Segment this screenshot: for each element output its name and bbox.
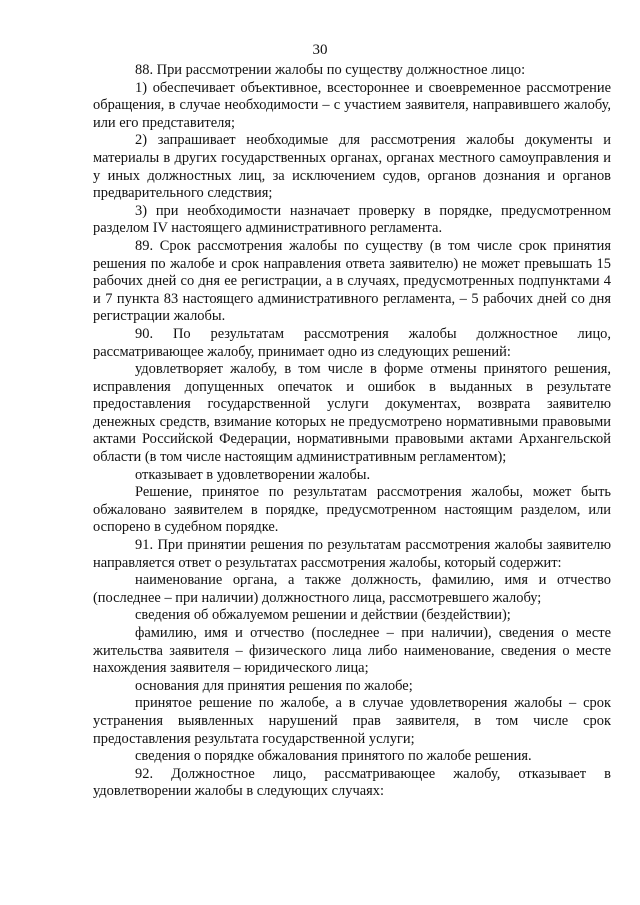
paragraph-91-appeal-procedure: сведения о порядке обжалования принятого по жалобе решения. (135, 748, 532, 765)
paragraph-91-appealed-decision: сведения об обжалуемом решении и действии (бездействии); (135, 607, 511, 624)
paragraph-90-satisfy: удовлетворяет жалобу, в том числе в форме отмены принятого решения, исправления допущенных опечаток и ошибок в выданных в результате предоставления государственной услуги документах, возврата заявителю денежных средств, взимание которых не предусмотрено нормативными правовыми актами Российской Федерации, нормативными правовыми актами Архангельской области (в том числе настоящим административным регламентом); (93, 361, 611, 466)
paragraph-88: 88. При рассмотрении жалобы по существу должностное лицо: (135, 62, 526, 78)
paragraph-90-refuse: отказывает в удовлетворении жалобы. (135, 466, 371, 483)
paragraph-91-grounds: основания для принятия решения по жалобе; (135, 677, 413, 694)
paragraph-88-item-1: 1) обеспечивает объективное, всестороннее и своевременное рассмотрение обращения, в случае необходимости – с участием заявителя, направившего жалобу, или его представителя; (93, 79, 611, 131)
paragraph-appeal-decision: Решение, принятое по результатам рассмотрения жалобы, может быть обжаловано заявителем в порядке, предусмотренном настоящим разделом, или оспорено в судебном порядке. (93, 484, 611, 536)
document-body (93, 62, 611, 801)
paragraph-88-item-2: 2) запрашивает необходимые для рассмотрения жалобы документы и материалы в других государственных органах, органах местного самоуправления и у иных должностных лиц, за исключением судов, органов дознания и органов предварительного следствия; (93, 132, 611, 202)
paragraph-91: 91. При принятии решения по результатам рассмотрения жалобы заявителю направляется ответ о результатах рассмотрения жалобы, который содержит: (93, 537, 611, 571)
paragraph-91-authority: наименование органа, а также должность, фамилию, имя и отчество (последнее – при наличии) должностного лица, рассмотревшего жалобу; (93, 572, 611, 606)
paragraph-89: 89. Срок рассмотрения жалобы по существу (в том числе срок принятия решения по жалобе и срок направления ответа заявителю) не может превышать 15 рабочих дней со дня ее регистрации, а в случаях, предусмотренных подпунктами 4 и 7 пункта 83 настоящего административного регламента, – 5 рабочих дней со дня регистрации жалобы. (93, 237, 611, 325)
paragraph-88-item-3: 3) при необходимости назначает проверку в порядке, предусмотренном разделом IV настоящего административного регламента. (93, 202, 611, 237)
page-number: 30 (312, 42, 328, 58)
paragraph-91-applicant-info: фамилию, имя и отчество (последнее – при наличии), сведения о месте жительства заявителя – физического лица либо наименование, сведения о месте нахождения заявителя – юридического лица; (93, 625, 611, 677)
paragraph-91-decision: принятое решение по жалобе, а в случае удовлетворения жалобы – срок устранения выявленных нарушений прав заявителя, в том числе срок предоставления результата государственной услуги; (93, 695, 611, 747)
paragraph-90: 90. По результатам рассмотрения жалобы должностное лицо, рассматривающее жалобу, принимает одно из следующих решений: (93, 325, 611, 360)
paragraph-92: 92. Должностное лицо, рассматривающее жалобу, отказывает в удовлетворении жалобы в следующих случаях: (93, 765, 611, 800)
